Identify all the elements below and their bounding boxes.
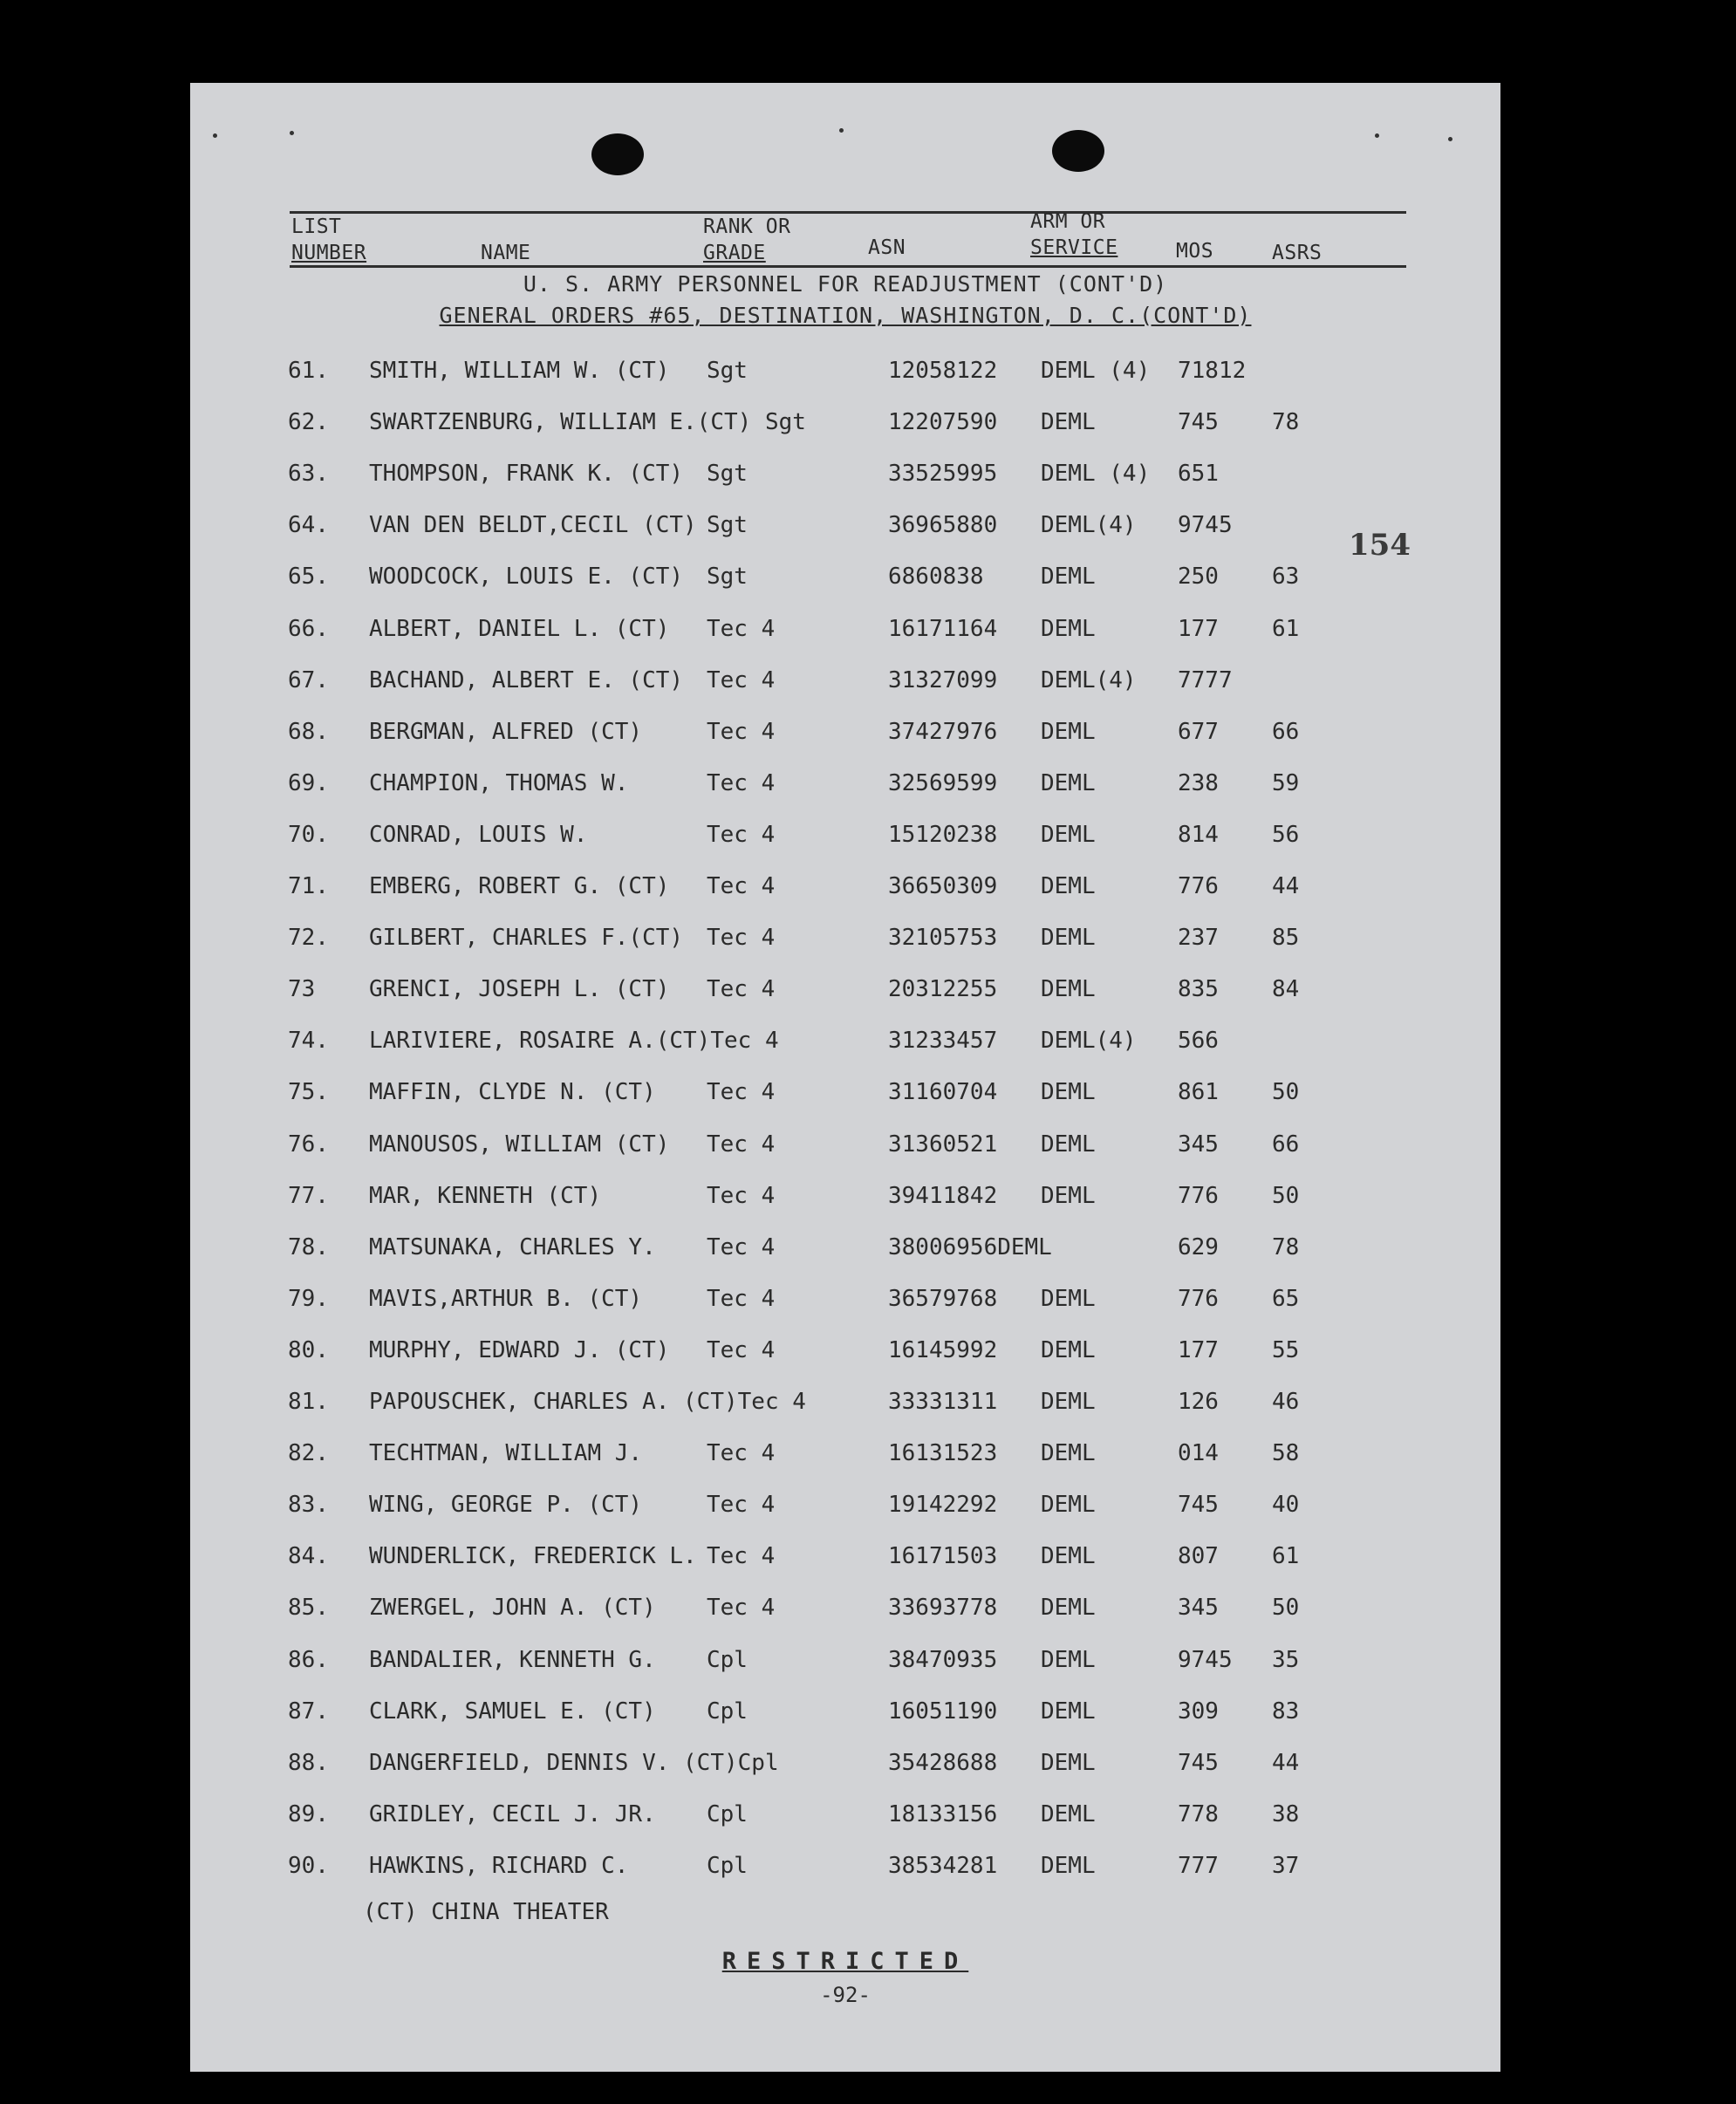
- table-row: [190, 1337, 1500, 1372]
- cell-arm: DEML: [1041, 615, 1096, 642]
- cell-grade: Cpl: [707, 1852, 748, 1879]
- cell-mos: 345: [1178, 1595, 1219, 1622]
- margin-page-number: 154: [1349, 528, 1411, 563]
- cell-asrs: 61: [1272, 615, 1300, 642]
- table-row: [190, 616, 1500, 651]
- cell-asn: 16051190: [888, 1698, 998, 1725]
- cell-mos: 745: [1178, 409, 1219, 436]
- cell-arm: DEML: [1041, 821, 1096, 848]
- cell-asn: 18133156: [888, 1800, 998, 1827]
- cell-asn: 16131523: [888, 1440, 998, 1467]
- cell-arm: DEML: [1041, 1800, 1096, 1827]
- cell-asn: 16171503: [888, 1543, 998, 1570]
- cell-mos: 861: [1178, 1079, 1219, 1106]
- cell-asrs: 44: [1272, 1749, 1300, 1776]
- cell-mos: 778: [1178, 1800, 1219, 1827]
- header-list-number-2: NUMBER: [291, 242, 367, 264]
- cell-mos: 309: [1178, 1698, 1219, 1725]
- cell-num: 61.: [288, 358, 329, 384]
- cell-name: WOODCOCK, LOUIS E. (CT): [369, 564, 684, 591]
- speck: [1375, 133, 1379, 138]
- header-bottom-rule: [290, 265, 1406, 268]
- cell-grade: Cpl: [707, 1698, 748, 1725]
- header-rank-line1: RANK OR: [703, 215, 791, 238]
- cell-asn: 31327099: [888, 666, 998, 693]
- cell-mos: 345: [1178, 1131, 1219, 1158]
- cell-name: THOMPSON, FRANK K. (CT): [369, 461, 684, 488]
- cell-grade: Tec 4: [707, 1285, 776, 1312]
- cell-arm: DEML: [1041, 1079, 1096, 1106]
- cell-asrs: 63: [1272, 564, 1300, 591]
- table-row: [190, 1440, 1500, 1475]
- speck: [839, 128, 844, 133]
- cell-asrs: 38: [1272, 1800, 1300, 1827]
- cell-mos: 807: [1178, 1543, 1219, 1570]
- cell-mos: 177: [1178, 615, 1219, 642]
- header-rank-line2: GRADE: [703, 242, 766, 264]
- cell-asn: 31360521: [888, 1131, 998, 1158]
- restricted-label: RESTRICTED: [721, 1948, 969, 1975]
- cell-mos: 238: [1178, 769, 1219, 796]
- cell-num: 63.: [288, 461, 329, 488]
- header-arm-line2: SERVICE: [1030, 236, 1118, 259]
- cell-name: MANOUSOS, WILLIAM (CT): [369, 1131, 670, 1158]
- cell-asn: 16145992: [888, 1336, 998, 1363]
- cell-num: 68.: [288, 718, 329, 745]
- cell-asn: 19142292: [888, 1492, 998, 1519]
- cell-name: SWARTZENBURG, WILLIAM E.(CT) Sgt: [369, 409, 806, 436]
- cell-name: DANGERFIELD, DENNIS V. (CT)Cpl: [369, 1749, 779, 1776]
- cell-grade: Tec 4: [707, 666, 776, 693]
- cell-asrs: 50: [1272, 1595, 1300, 1622]
- table-row: [190, 822, 1500, 857]
- cell-arm: DEML(4): [1041, 1028, 1137, 1055]
- punch-hole-right: [1052, 130, 1104, 172]
- cell-mos: 814: [1178, 821, 1219, 848]
- cell-num: 82.: [288, 1440, 329, 1467]
- cell-name: ZWERGEL, JOHN A. (CT): [369, 1595, 656, 1622]
- cell-asrs: 56: [1272, 821, 1300, 848]
- header-arm-line1: ARM OR: [1030, 210, 1106, 233]
- cell-arm: DEML: [1041, 1543, 1096, 1570]
- cell-arm: DEML: [1041, 409, 1096, 436]
- cell-name: MAVIS,ARTHUR B. (CT): [369, 1285, 643, 1312]
- table-row: [190, 564, 1500, 598]
- cell-asrs: 58: [1272, 1440, 1300, 1467]
- cell-num: 64.: [288, 512, 329, 539]
- cell-mos: 237: [1178, 925, 1219, 952]
- cell-asrs: 37: [1272, 1852, 1300, 1879]
- cell-arm: DEML: [1041, 1285, 1096, 1312]
- cell-name: CHAMPION, THOMAS W.: [369, 769, 629, 796]
- cell-asn: 15120238: [888, 821, 998, 848]
- speck: [290, 131, 294, 135]
- cell-name: SMITH, WILLIAM W. (CT): [369, 358, 670, 384]
- cell-mos: 776: [1178, 1285, 1219, 1312]
- speck: [1448, 137, 1452, 141]
- table-row: [190, 1079, 1500, 1114]
- cell-asrs: 66: [1272, 718, 1300, 745]
- header-top-rule: [290, 211, 1406, 214]
- punch-hole-left: [591, 133, 644, 175]
- document-title-line1: U. S. ARMY PERSONNEL FOR READJUSTMENT (CONT'D): [523, 271, 1168, 297]
- cell-name: PAPOUSCHEK, CHARLES A. (CT)Tec 4: [369, 1389, 806, 1415]
- cell-name: CLARK, SAMUEL E. (CT): [369, 1698, 656, 1725]
- cell-name: WUNDERLICK, FREDERICK L.: [369, 1543, 697, 1570]
- cell-num: 87.: [288, 1698, 329, 1725]
- cell-arm: DEML (4): [1041, 461, 1151, 488]
- cell-grade: Sgt: [707, 512, 748, 539]
- cell-asrs: 44: [1272, 873, 1300, 899]
- cell-asrs: 66: [1272, 1131, 1300, 1158]
- cell-asrs: 78: [1272, 409, 1300, 436]
- table-row: [190, 925, 1500, 960]
- cell-asn: 32105753: [888, 925, 998, 952]
- cell-arm: DEML: [1041, 1595, 1096, 1622]
- table-row: [190, 1595, 1500, 1629]
- cell-name: CONRAD, LOUIS W.: [369, 821, 588, 848]
- cell-arm: DEML: [1041, 1389, 1096, 1415]
- cell-arm: DEML: [1041, 1698, 1096, 1725]
- cell-grade: Tec 4: [707, 1233, 776, 1260]
- cell-grade: Tec 4: [707, 1182, 776, 1209]
- document-title-line2: GENERAL ORDERS #65, DESTINATION, WASHINGTON, D. C.(CONT'D): [439, 303, 1252, 328]
- table-row: [190, 1028, 1500, 1062]
- cell-asrs: 40: [1272, 1492, 1300, 1519]
- cell-num: 67.: [288, 666, 329, 693]
- cell-asn: 16171164: [888, 615, 998, 642]
- cell-num: 90.: [288, 1852, 329, 1879]
- cell-arm: DEML: [1041, 1131, 1096, 1158]
- cell-grade: Tec 4: [707, 718, 776, 745]
- cell-asn: 31233457: [888, 1028, 998, 1055]
- cell-arm: DEML: [1041, 564, 1096, 591]
- cell-grade: Sgt: [707, 564, 748, 591]
- cell-grade: Tec 4: [707, 1440, 776, 1467]
- cell-arm: DEML: [1041, 1852, 1096, 1879]
- cell-asn: 32569599: [888, 769, 998, 796]
- cell-asn: 38006956DEML: [888, 1233, 1052, 1260]
- cell-num: 86.: [288, 1646, 329, 1673]
- cell-name: MAR, KENNETH (CT): [369, 1182, 602, 1209]
- cell-asrs: 59: [1272, 769, 1300, 796]
- cell-num: 88.: [288, 1749, 329, 1776]
- cell-name: GILBERT, CHARLES F.(CT): [369, 925, 684, 952]
- cell-asn: 33693778: [888, 1595, 998, 1622]
- table-row: [190, 1801, 1500, 1836]
- cell-name: LARIVIERE, ROSAIRE A.(CT)Tec 4: [369, 1028, 779, 1055]
- cell-asrs: 35: [1272, 1646, 1300, 1673]
- cell-mos: 651: [1178, 461, 1219, 488]
- cell-asrs: 65: [1272, 1285, 1300, 1312]
- cell-grade: Tec 4: [707, 1595, 776, 1622]
- cell-asn: 36579768: [888, 1285, 998, 1312]
- table-row: [190, 1183, 1500, 1218]
- cell-mos: 9745: [1178, 512, 1233, 539]
- table-row: [190, 1853, 1500, 1888]
- table-row: [190, 1698, 1500, 1733]
- cell-arm: DEML: [1041, 873, 1096, 899]
- cell-arm: DEML: [1041, 925, 1096, 952]
- cell-mos: 776: [1178, 1182, 1219, 1209]
- table-row: [190, 976, 1500, 1011]
- cell-mos: 835: [1178, 976, 1219, 1003]
- table-row: [190, 1750, 1500, 1785]
- cell-grade: Tec 4: [707, 873, 776, 899]
- table-row: [190, 873, 1500, 908]
- cell-asn: 37427976: [888, 718, 998, 745]
- cell-mos: 7777: [1178, 666, 1233, 693]
- cell-asrs: 83: [1272, 1698, 1300, 1725]
- cell-arm: DEML (4): [1041, 358, 1151, 384]
- cell-grade: Tec 4: [707, 615, 776, 642]
- cell-num: 81.: [288, 1389, 329, 1415]
- table-row: [190, 1647, 1500, 1682]
- cell-name: WING, GEORGE P. (CT): [369, 1492, 643, 1519]
- table-row: [190, 1234, 1500, 1269]
- cell-mos: 9745: [1178, 1646, 1233, 1673]
- table-row: [190, 512, 1500, 547]
- cell-asn: 35428688: [888, 1749, 998, 1776]
- cell-mos: 177: [1178, 1336, 1219, 1363]
- cell-num: 62.: [288, 409, 329, 436]
- table-row: [190, 1543, 1500, 1578]
- cell-name: MURPHY, EDWARD J. (CT): [369, 1336, 670, 1363]
- cell-num: 78.: [288, 1233, 329, 1260]
- cell-num: 66.: [288, 615, 329, 642]
- cell-grade: Sgt: [707, 358, 748, 384]
- cell-arm: DEML: [1041, 1182, 1096, 1209]
- document-page: [190, 83, 1500, 2072]
- cell-asrs: 61: [1272, 1543, 1300, 1570]
- cell-name: BERGMAN, ALFRED (CT): [369, 718, 643, 745]
- cell-asn: 38470935: [888, 1646, 998, 1673]
- cell-arm: DEML: [1041, 769, 1096, 796]
- cell-mos: 014: [1178, 1440, 1219, 1467]
- cell-num: 71.: [288, 873, 329, 899]
- cell-asrs: 46: [1272, 1389, 1300, 1415]
- cell-arm: DEML: [1041, 1440, 1096, 1467]
- cell-asn: 6860838: [888, 564, 984, 591]
- cell-mos: 745: [1178, 1492, 1219, 1519]
- cell-asn: 33525995: [888, 461, 998, 488]
- cell-asrs: 85: [1272, 925, 1300, 952]
- cell-asn: 39411842: [888, 1182, 998, 1209]
- cell-arm: DEML: [1041, 718, 1096, 745]
- cell-asrs: 50: [1272, 1182, 1300, 1209]
- table-row: [190, 1286, 1500, 1321]
- cell-num: 85.: [288, 1595, 329, 1622]
- cell-mos: 71812: [1178, 358, 1247, 384]
- table-row: [190, 770, 1500, 805]
- cell-arm: DEML: [1041, 1336, 1096, 1363]
- cell-name: MAFFIN, CLYDE N. (CT): [369, 1079, 656, 1106]
- cell-asn: 36650309: [888, 873, 998, 899]
- cell-grade: Tec 4: [707, 1079, 776, 1106]
- cell-mos: 776: [1178, 873, 1219, 899]
- cell-mos: 745: [1178, 1749, 1219, 1776]
- cell-num: 75.: [288, 1079, 329, 1106]
- table-row: [190, 409, 1500, 444]
- cell-grade: Tec 4: [707, 925, 776, 952]
- cell-grade: Tec 4: [707, 769, 776, 796]
- cell-name: BACHAND, ALBERT E. (CT): [369, 666, 684, 693]
- table-row: [190, 667, 1500, 702]
- table-row: [190, 1492, 1500, 1527]
- table-row: [190, 461, 1500, 495]
- cell-arm: DEML: [1041, 1492, 1096, 1519]
- table-row: [190, 358, 1500, 393]
- footnote: (CT) CHINA THEATER: [363, 1899, 609, 1925]
- cell-num: 74.: [288, 1028, 329, 1055]
- speck: [213, 133, 217, 138]
- cell-asn: 12207590: [888, 409, 998, 436]
- cell-name: GRIDLEY, CECIL J. JR.: [369, 1800, 656, 1827]
- cell-asn: 31160704: [888, 1079, 998, 1106]
- cell-asn: 36965880: [888, 512, 998, 539]
- cell-num: 70.: [288, 821, 329, 848]
- cell-num: 89.: [288, 1800, 329, 1827]
- cell-name: HAWKINS, RICHARD C.: [369, 1852, 629, 1879]
- header-list-number-1: LIST: [291, 215, 342, 238]
- cell-name: TECHTMAN, WILLIAM J.: [369, 1440, 643, 1467]
- cell-num: 79.: [288, 1285, 329, 1312]
- header-asn: ASN: [868, 236, 906, 259]
- cell-grade: Sgt: [707, 461, 748, 488]
- cell-num: 65.: [288, 564, 329, 591]
- cell-grade: Cpl: [707, 1800, 748, 1827]
- cell-grade: Cpl: [707, 1646, 748, 1673]
- cell-name: BANDALIER, KENNETH G.: [369, 1646, 656, 1673]
- header-name: NAME: [481, 242, 531, 264]
- cell-name: ALBERT, DANIEL L. (CT): [369, 615, 670, 642]
- cell-num: 77.: [288, 1182, 329, 1209]
- cell-grade: Tec 4: [707, 1131, 776, 1158]
- cell-asrs: 50: [1272, 1079, 1300, 1106]
- cell-arm: DEML: [1041, 1646, 1096, 1673]
- cell-mos: 677: [1178, 718, 1219, 745]
- cell-mos: 566: [1178, 1028, 1219, 1055]
- cell-arm: DEML(4): [1041, 512, 1137, 539]
- cell-num: 84.: [288, 1543, 329, 1570]
- cell-mos: 250: [1178, 564, 1219, 591]
- cell-asn: 33331311: [888, 1389, 998, 1415]
- cell-arm: DEML: [1041, 1749, 1096, 1776]
- cell-grade: Tec 4: [707, 976, 776, 1003]
- cell-asn: 12058122: [888, 358, 998, 384]
- cell-mos: 629: [1178, 1233, 1219, 1260]
- cell-name: EMBERG, ROBERT G. (CT): [369, 873, 670, 899]
- cell-num: 69.: [288, 769, 329, 796]
- table-row: [190, 1389, 1500, 1424]
- cell-asrs: 78: [1272, 1233, 1300, 1260]
- cell-grade: Tec 4: [707, 1543, 776, 1570]
- page-number: -92-: [820, 1983, 871, 2007]
- cell-arm: DEML(4): [1041, 666, 1137, 693]
- cell-num: 76.: [288, 1131, 329, 1158]
- cell-num: 73: [288, 976, 316, 1003]
- cell-grade: Tec 4: [707, 1336, 776, 1363]
- cell-name: VAN DEN BELDT,CECIL (CT): [369, 512, 697, 539]
- cell-mos: 126: [1178, 1389, 1219, 1415]
- cell-num: 72.: [288, 925, 329, 952]
- cell-grade: Tec 4: [707, 821, 776, 848]
- cell-name: GRENCI, JOSEPH L. (CT): [369, 976, 670, 1003]
- cell-mos: 777: [1178, 1852, 1219, 1879]
- header-asrs: ASRS: [1272, 242, 1323, 264]
- cell-num: 80.: [288, 1336, 329, 1363]
- cell-asrs: 84: [1272, 976, 1300, 1003]
- cell-arm: DEML: [1041, 976, 1096, 1003]
- table-row: [190, 1131, 1500, 1166]
- cell-num: 83.: [288, 1492, 329, 1519]
- cell-grade: Tec 4: [707, 1492, 776, 1519]
- cell-asrs: 55: [1272, 1336, 1300, 1363]
- cell-asn: 38534281: [888, 1852, 998, 1879]
- header-mos: MOS: [1176, 240, 1214, 263]
- cell-asn: 20312255: [888, 976, 998, 1003]
- cell-name: MATSUNAKA, CHARLES Y.: [369, 1233, 656, 1260]
- table-row: [190, 719, 1500, 754]
